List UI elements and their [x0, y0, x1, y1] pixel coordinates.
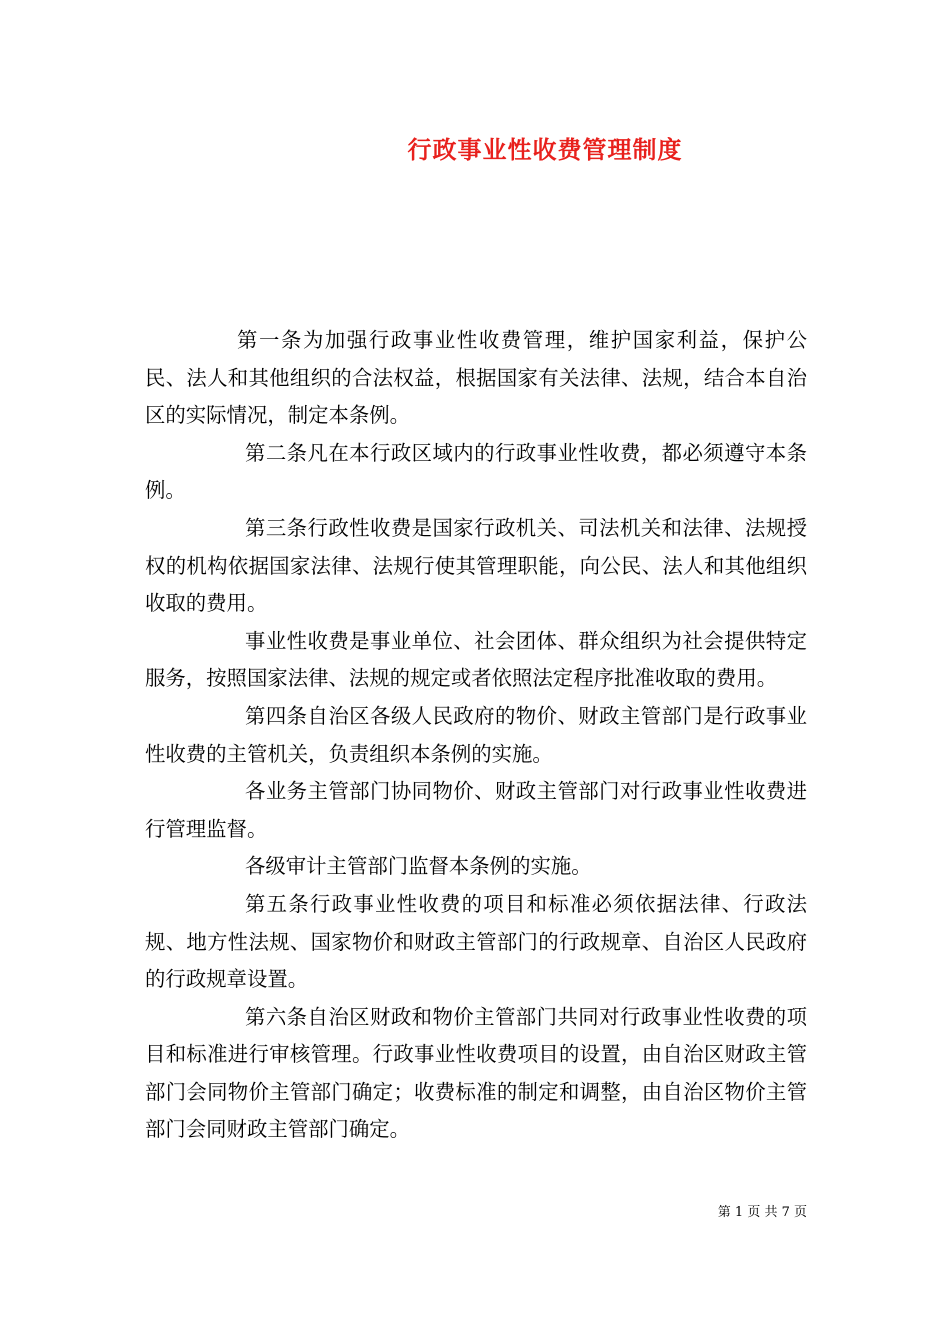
paragraph: 第二条凡在本行政区域内的行政事业性收费，都必须遵守本条例。	[145, 440, 807, 503]
paragraph: 第四条自治区各级人民政府的物价、财政主管部门是行政事业性收费的主管机关，负责组织本条例的实施。	[145, 703, 807, 766]
paragraph: 第五条行政事业性收费的项目和标准必须依据法律、行政法规、地方性法规、国家物价和财政主管部门的行政规章、自治区人民政府的行政规章设置。	[145, 891, 807, 992]
paragraph: 第一条为加强行政事业性收费管理，维护国家利益，保护公民、法人和其他组织的合法权益，根据国家有关法律、法规，结合本自治区的实际情况，制定本条例。	[145, 328, 807, 428]
paragraph: 第三条行政性收费是国家行政机关、司法机关和法律、法规授权的机构依据国家法律、法规行使其管理职能，向公民、法人和其他组织收取的费用。	[145, 515, 807, 616]
paragraph: 第六条自治区财政和物价主管部门共同对行政事业性收费的项目和标准进行审核管理。行政事业性收费项目的设置，由自治区财政主管部门会同物价主管部门确定；收费标准的制定和调整，由自治区物价主管部门会同财政主管部门确定。	[145, 1004, 807, 1142]
paragraph: 各级审计主管部门监督本条例的实施。	[245, 854, 592, 879]
page-number: 第 1 页 共 7 页	[717, 1205, 807, 1220]
paragraph: 事业性收费是事业单位、社会团体、群众组织为社会提供特定服务，按照国家法律、法规的规定或者依照法定程序批准收取的费用。	[145, 628, 807, 691]
paragraph: 各业务主管部门协同物价、财政主管部门对行政事业性收费进行管理监督。	[145, 779, 807, 841]
document-title: 行政事业性收费管理制度	[407, 136, 683, 164]
document-body	[145, 322, 807, 1149]
